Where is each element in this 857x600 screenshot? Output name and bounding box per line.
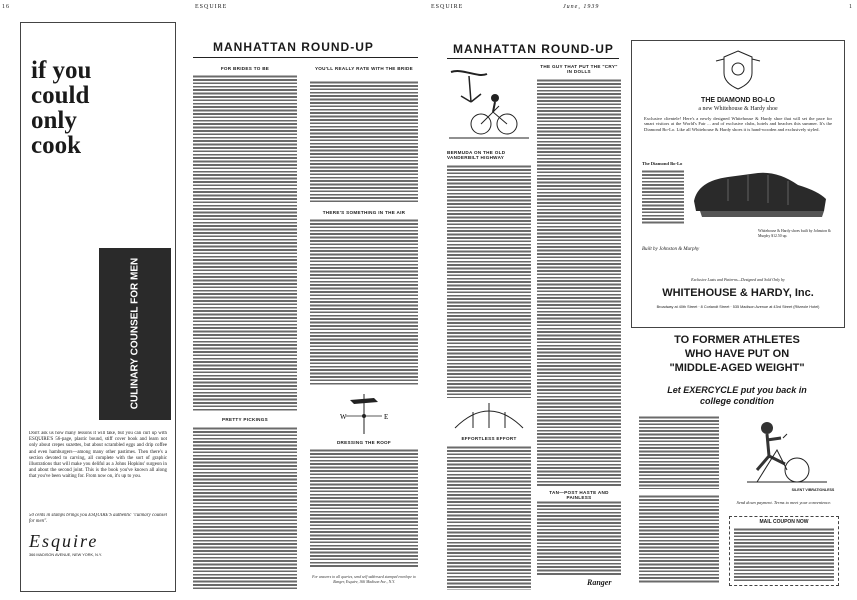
issue-date: June, 1939	[563, 4, 600, 10]
bicycle-illustration	[447, 66, 531, 146]
article-title-left: MANHATTAN ROUND-UP	[213, 40, 374, 54]
ad-body: Don't ask us how many lessons it will take, but you can curl up with ESQUIRE'S 56-page, plastic bound, stiff cover book and learn not only about crepes suzettes, but about scrambled eggs and drip coffee and even hamburgers—among many other pastimes. Then there's a section devoted to carving, all complete with the sort of graphic illustrations that will make you deliful as a Johns Hopkins' surgeon in and about the second joint. This is the book you've known all along that you've been waiting for. From now on, it's up to you.	[29, 431, 167, 480]
headline-3: "MIDDLE-AGED WEIGHT"	[669, 362, 805, 374]
headline-1: TO FORMER ATHLETES	[674, 334, 800, 346]
bicycle-icon	[447, 66, 531, 146]
coupon-title: MAIL COUPON NOW	[759, 519, 809, 525]
subhead: Let EXERCYCLE put you back in college condition	[667, 385, 807, 406]
text-column	[447, 445, 531, 590]
company-name: WHITEHOUSE & HARDY, Inc.	[662, 287, 814, 299]
text-column	[310, 218, 418, 386]
page-number: 16	[2, 4, 10, 10]
title-rule	[447, 58, 619, 59]
ad-title: THE DIAMOND BO-LO	[701, 97, 775, 104]
maker-signature: Built by Johnston & Murphy	[642, 247, 700, 252]
magazine-name: ESQUIRE	[431, 4, 464, 10]
section-heading: TAN—POST HASTE AND PAINLESS	[549, 490, 609, 500]
right-page	[429, 0, 857, 600]
whitehouse-ad	[631, 40, 845, 328]
weathervane-icon	[328, 388, 400, 436]
exercycle-ad	[631, 330, 843, 592]
weathervane-illustration	[328, 388, 400, 436]
text-column	[537, 78, 621, 486]
text-column	[310, 80, 418, 202]
shoe-icon	[688, 151, 832, 227]
page-number: 1	[849, 4, 853, 10]
coupon-note: Send down payment. Terms to meet your convenience.	[736, 500, 832, 505]
section-heading: DRESSING THE ROOF	[336, 440, 392, 445]
text-column	[193, 426, 297, 590]
section-heading: PRETTY PICKINGS	[221, 417, 269, 422]
exercycle-icon	[727, 410, 839, 490]
ad-subtitle: a new Whitehouse & Hardy shoe	[698, 106, 778, 112]
ad-offer: 50 cents in stamps brings you ESQUIRE'S authentic "culinary counsel for men".	[29, 513, 167, 524]
price-note: Whitehouse & Hardy shoes built by Johnston & Murphy $12.50 up.	[758, 229, 831, 238]
esquire-logo: Esquire	[29, 531, 99, 551]
section-heading: YOU'LL REALLY RATE WITH THE BRIDE	[314, 66, 414, 71]
text-column	[537, 500, 621, 576]
culinary-ad	[20, 22, 176, 592]
ad-body	[639, 415, 719, 489]
cookbook-title: CULINARY COUNSEL FOR MEN	[129, 257, 141, 410]
ad-body: Exclusive clientele! Here's a newly designed Whitehouse & Hardy shoe that will set the pace for smart visitors at the World's Fair ... and of exclusive clubs, hotels and beaches this summer. It's the Diamond Bo-Lo. Like all Whitehouse & Hardy shoes it is hand-wooden and exclusively styled.	[644, 116, 832, 132]
coupon-form[interactable]	[734, 527, 834, 581]
ranger-signature: Ranger	[587, 578, 612, 587]
text-column	[447, 164, 531, 398]
section-heading: THE GUY THAT PUT THE "CRY" IN DOLLS	[540, 64, 618, 74]
inset-title: The Diamond Bo-Lo	[642, 161, 683, 166]
text-column	[310, 448, 418, 568]
mail-coupon[interactable]	[729, 516, 839, 586]
section-heading: FOR BRIDES TO BE	[220, 66, 270, 71]
illustration-caption: EFFORTLESS EFFORT	[461, 436, 517, 441]
ad-headline: if you could only cook	[31, 57, 92, 159]
cookbook-image	[99, 248, 171, 420]
exercycle-illustration	[727, 410, 839, 490]
bridge-icon	[453, 398, 525, 434]
illustration-caption: BERMUDA ON THE OLD VANDERBILT HIGHWAY	[447, 150, 506, 160]
headline-2: WHO HAVE PUT ON	[684, 348, 790, 360]
image-caption: SILENT VIBRATIONLESS	[791, 488, 835, 492]
text-column	[193, 74, 297, 412]
ad-body	[639, 494, 719, 584]
shoe-illustration	[688, 151, 832, 227]
left-page	[0, 0, 428, 600]
ad-tagline: Exclusive Lasts and Patterns—Designed and Sold Only by	[691, 277, 785, 282]
magazine-name: ESQUIRE	[195, 4, 228, 10]
article-title-right: MANHATTAN ROUND-UP	[453, 42, 614, 56]
bridge-illustration	[453, 398, 525, 434]
ad-address: 366 MADISON AVENUE, NEW YORK, N.Y.	[29, 553, 103, 557]
section-heading: THERE'S SOMETHING IN THE AIR	[322, 210, 406, 215]
svg-text:E: E	[384, 413, 389, 421]
inset-text	[642, 169, 684, 225]
crest-icon	[708, 47, 768, 91]
svg-text:W: W	[340, 413, 347, 421]
footnote: For answers to all queries, send self-addressed stamped envelope to Ranger, Esquire, 366 Madison Ave., N.Y.	[312, 575, 416, 584]
title-rule	[193, 57, 418, 58]
company-address: Broadway at 40th Street · 8 Corlandt Street · 535 Madison Avenue at 43rd Street (Ritzeole Hotel)	[656, 305, 820, 309]
